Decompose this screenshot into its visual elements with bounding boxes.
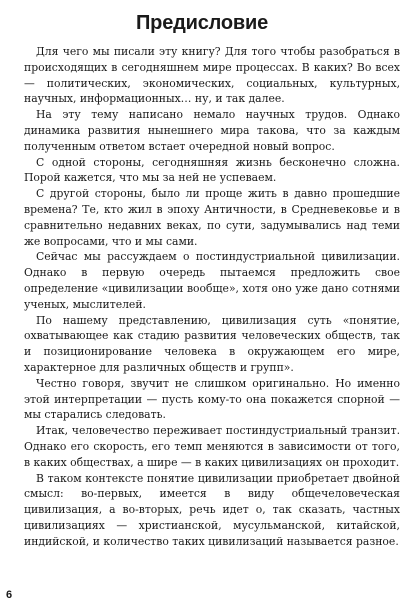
paragraph: Для чего мы писали эту книгу? Для того чтобы разобраться в происходящих в сегодняшнем мире процессах. В каких? Во всех — политических, экономических, социальных, культурных, научных, информационных… ну, и так далее. — [24, 45, 400, 106]
paragraph: С одной стороны, сегодняшняя жизнь бесконечно сложна. Порой кажется, что мы за ней не успеваем. — [24, 155, 400, 185]
paragraph: С другой стороны, было ли проще жить в давно прошедшие времена? Те, кто жил в эпоху Античности, в Средневековье и в сравнительно недавних веках, по сути, задумывались над теми же вопросами, что и мы сами. — [24, 187, 400, 248]
chapter-title: Предисловие — [136, 12, 268, 34]
paragraph: По нашему представлению, цивилизация суть «понятие, охватывающее как стадию развития человеческих обществ, так и позиционирование человека в окружающем его мире, характерное для различных обществ и групп». — [24, 313, 400, 374]
page-number: 6 — [6, 589, 13, 601]
paragraph: На эту тему написано немало научных трудов. Однако динамика развития нынешнего мира такова, что за каждым полученным ответом встает очередной новый вопрос. — [24, 108, 400, 153]
paragraph: В таком контексте понятие цивилизации приобретает двойной смысл: во-первых, имеется в виду общечеловеческая цивилизация, а во-вторых, речь идет о, так сказать, частных цивилизациях — христианской, мусульманской, китайской, индийской, и количество таких цивилизаций называется разное. — [24, 471, 400, 548]
paragraph: Итак, человечество переживает постиндустриальный транзит. Однако его скорость, его темп меняются в зависимости от того, в каких обществах, а шире — в каких цивилизациях он проходит. — [24, 424, 400, 469]
paragraph: Сейчас мы рассуждаем о постиндустриальной цивилизации. Однако в первую очередь пытаемся предложить свое определение «цивилизации вообще», хотя оно уже дано сотнями ученых, мыслителей. — [24, 250, 400, 311]
body-text — [24, 44, 400, 550]
paragraph: Честно говоря, звучит не слишком оригинально. Но именно этой интерпретации — пусть кому-то она покажется спорной — мы старались следовать. — [24, 376, 400, 422]
